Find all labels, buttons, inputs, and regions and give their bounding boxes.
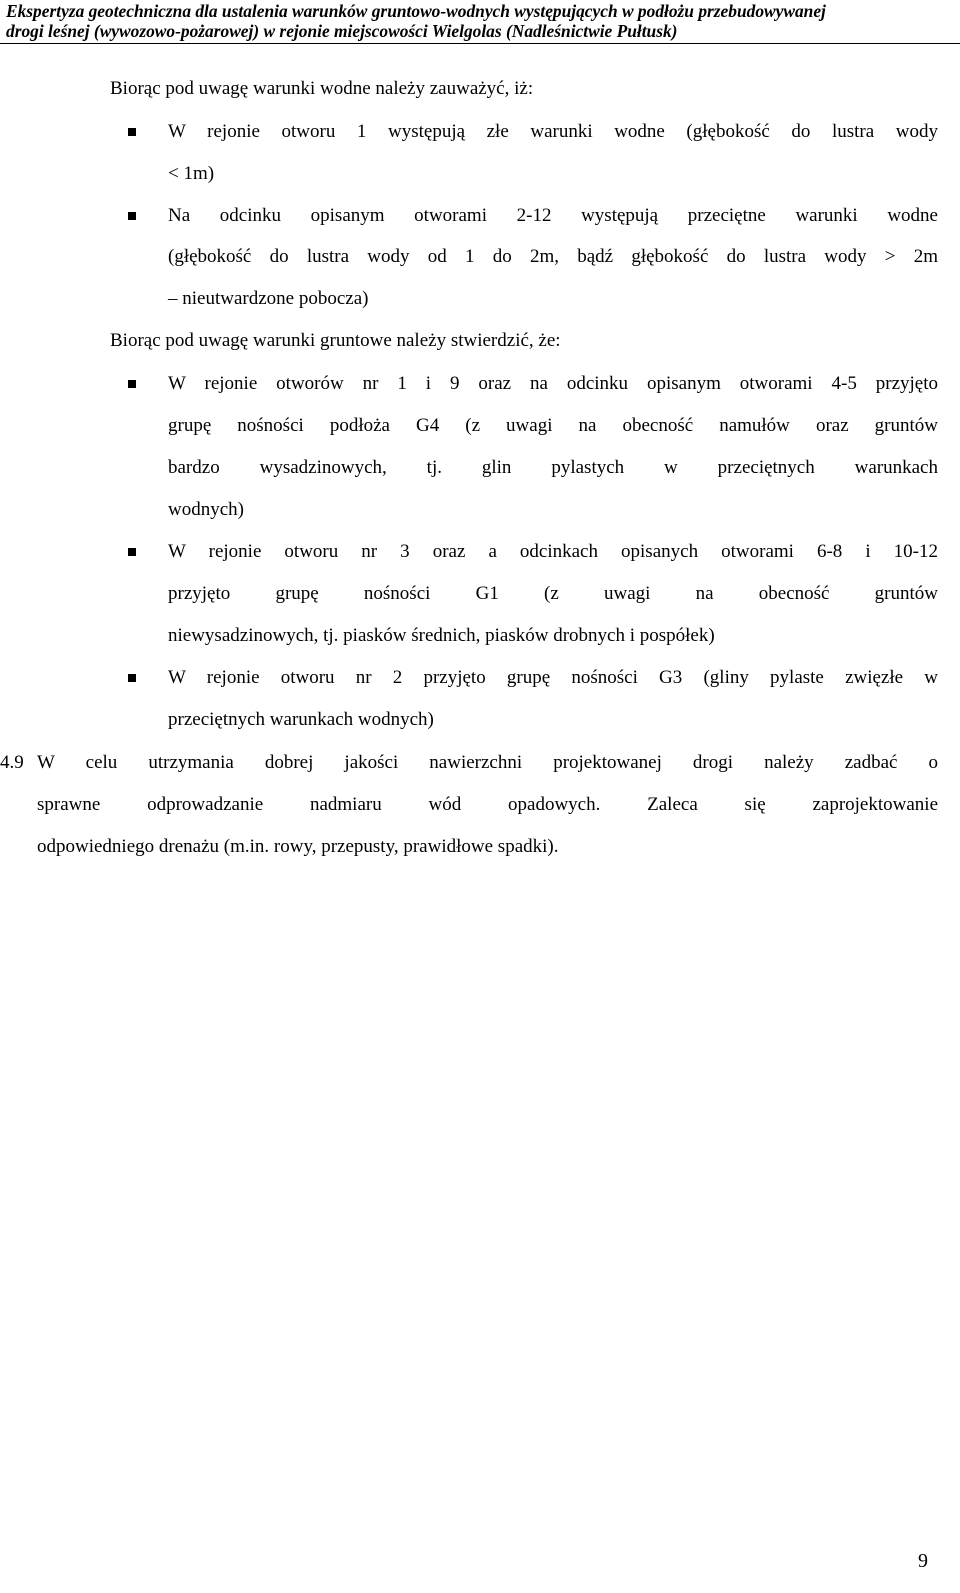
bullet-icon [128, 380, 136, 388]
bullet-icon [128, 674, 136, 682]
water-item-2-line-3: – nieutwardzone pobocza) [168, 288, 369, 309]
running-header [0, 0, 960, 44]
header-line-1: Ekspertyza geotechniczna dla ustalenia warunków gruntowo-wodnych występujących w podłożu przebudowywanej [6, 1, 826, 21]
bullet-icon [128, 128, 136, 136]
water-conditions-intro: Biorąc pod uwagę warunki wodne należy zauważyć, iż: [110, 78, 534, 99]
bullet-icon [128, 212, 136, 220]
water-item-1-line-1: W rejonie otworu 1 występują złe warunki wodne (głębokość do lustra wody [168, 121, 938, 142]
soil-item-1-line-4: wodnych) [168, 499, 244, 520]
soil-item-2-line-2: przyjęto grupę nośności G1 (z uwagi na obecność gruntów [168, 583, 938, 604]
soil-item-3-line-1: W rejonie otworu nr 2 przyjęto grupę nośności G3 (gliny pylaste zwięzłe w [168, 667, 938, 688]
soil-item-1-line-2: grupę nośności podłoża G4 (z uwagi na obecność namułów oraz gruntów [168, 415, 938, 436]
soil-conditions-intro: Biorąc pod uwagę warunki gruntowe należy stwierdzić, że: [110, 330, 561, 351]
water-item-1-line-2: < 1m) [168, 163, 215, 184]
soil-item-2-line-1: W rejonie otworu nr 3 oraz a odcinkach opisanych otworami 6-8 i 10-12 [168, 541, 938, 562]
water-item-2-line-1: Na odcinku opisanym otworami 2-12 występują przeciętne warunki wodne [168, 205, 938, 226]
bullet-icon [128, 548, 136, 556]
soil-item-1-line-1: W rejonie otworów nr 1 i 9 oraz na odcinku opisanym otworami 4-5 przyjęto [168, 373, 938, 394]
page-number: 9 [918, 1550, 928, 1572]
soil-item-1-line-3: bardzo wysadzinowych, tj. glin pylastych w przeciętnych warunkach [168, 457, 938, 478]
section-line-2: sprawne odprowadzanie nadmiaru wód opadowych. Zaleca się zaprojektowanie [37, 794, 938, 815]
soil-item-2-line-3: niewysadzinowych, tj. piasków średnich, piasków drobnych i pospółek) [168, 625, 715, 646]
section-line-3: odpowiedniego drenażu (m.in. rowy, przepusty, prawidłowe spadki). [37, 836, 559, 857]
soil-item-3-line-2: przeciętnych warunkach wodnych) [168, 709, 434, 730]
header-line-2: drogi leśnej (wywozowo-pożarowej) w rejonie miejscowości Wielgolas (Nadleśnictwie Pułtusk) [6, 21, 678, 41]
section-line-1: W celu utrzymania dobrej jakości nawierzchni projektowanej drogi należy zadbać o [37, 752, 938, 773]
water-item-2-line-2: (głębokość do lustra wody od 1 do 2m, bądź głębokość do lustra wody > 2m [168, 246, 938, 267]
section-number: 4.9 [0, 752, 24, 773]
